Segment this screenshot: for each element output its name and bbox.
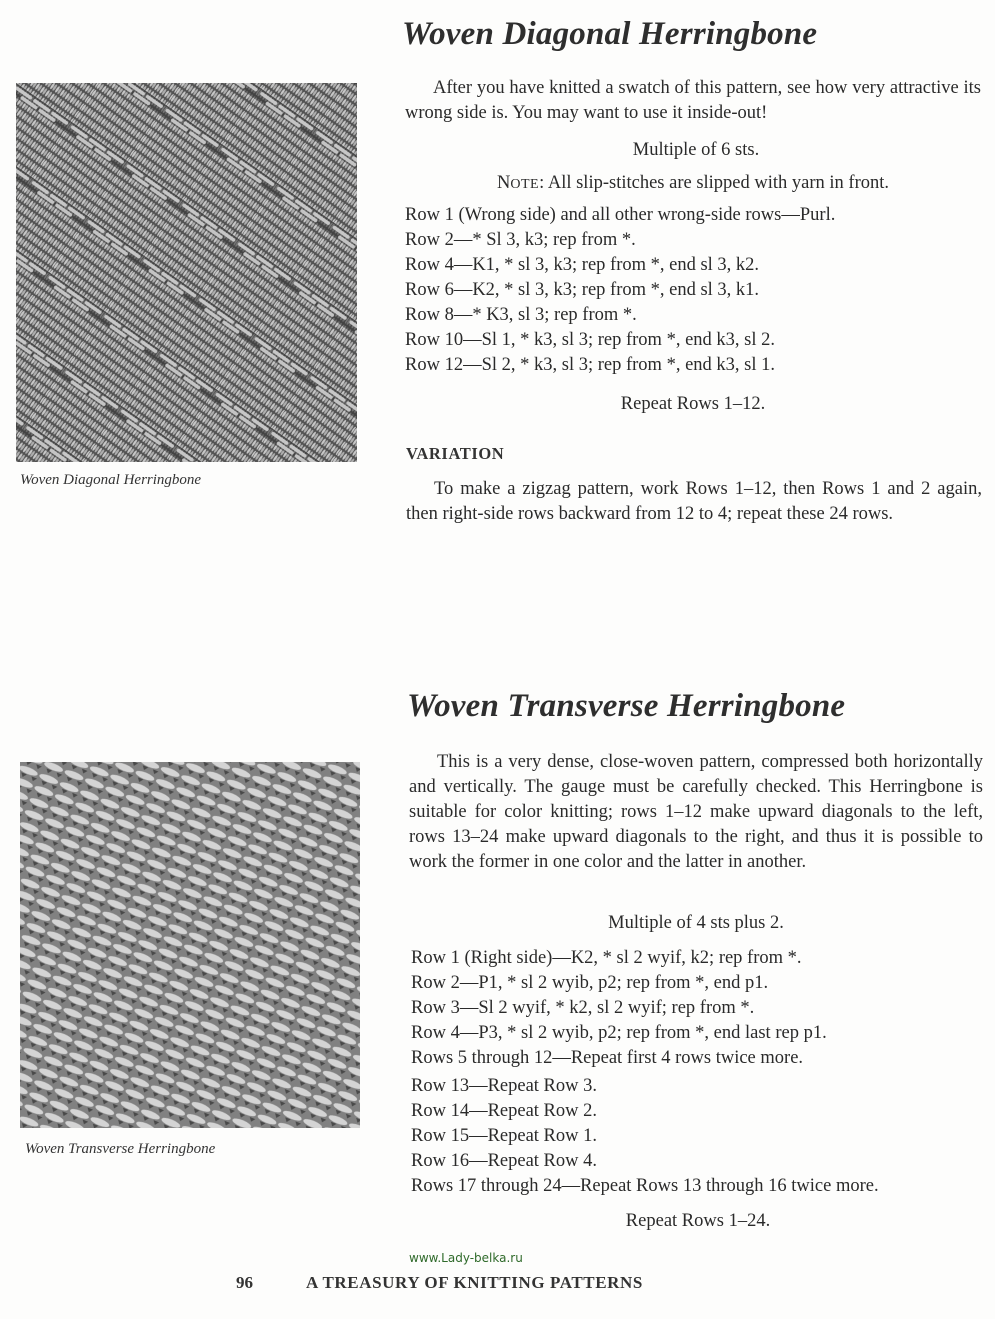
- swatch-photo-transverse-herringbone: [20, 762, 360, 1128]
- running-head-book-title: A TREASURY OF KNITTING PATTERNS: [306, 1273, 643, 1292]
- row-instruction: Row 3—Sl 2 wyif, * k2, sl 2 wyif; rep from *.: [411, 998, 755, 1018]
- variation-heading: VARIATION: [406, 444, 505, 463]
- knit-texture-diagonal: [16, 83, 357, 462]
- pattern-note: [497, 173, 889, 194]
- row-instruction: Row 12—Sl 2, * k3, sl 3; rep from *, end k3, sl 1.: [405, 355, 775, 375]
- row-instruction: Row 1 (Right side)—K2, * sl 2 wyif, k2; rep from *.: [411, 948, 802, 968]
- photo-caption: Woven Diagonal Herringbone: [20, 472, 202, 488]
- row-instructions: [405, 203, 835, 378]
- variation-text: To make a zigzag pattern, work Rows 1–12, then Rows 1 and 2 again, then right-side rows backward from 12 to 4; repeat these 24 rows.: [406, 479, 982, 524]
- watermark-link[interactable]: www.Lady-belka.ru: [409, 1251, 523, 1265]
- row-instruction: Row 4—K1, * sl 3, k3; rep from *, end sl 3, k2.: [405, 255, 760, 275]
- pattern-title: Woven Diagonal Herringbone: [402, 16, 818, 52]
- row-instruction: Row 2—* Sl 3, k3; rep from *.: [405, 230, 636, 250]
- note-label-smallcaps: OTE: [510, 177, 540, 192]
- repeat-instruction: Repeat Rows 1–24.: [625, 1211, 771, 1231]
- row-instruction: Row 10—Sl 1, * k3, sl 3; rep from *, end k3, sl 2.: [405, 330, 775, 350]
- row-instruction: Rows 17 through 24—Repeat Rows 13 through 16 twice more.: [411, 1176, 879, 1196]
- row-instruction: Row 8—* K3, sl 3; rep from *.: [405, 305, 637, 325]
- stitch-multiple: Multiple of 4 sts plus 2.: [608, 913, 784, 933]
- note-text: : All slip-stitches are slipped with yarn in front.: [539, 173, 889, 193]
- row-instruction: Row 15—Repeat Row 1.: [411, 1126, 598, 1146]
- page-number: 96: [236, 1273, 253, 1292]
- pattern-title: Woven Transverse Herringbone: [407, 688, 846, 724]
- row-instruction: Rows 5 through 12—Repeat first 4 rows twice more.: [411, 1048, 804, 1068]
- row-instruction: Row 4—P3, * sl 2 wyib, p2; rep from *, end last rep p1.: [411, 1023, 827, 1043]
- repeat-instruction: Repeat Rows 1–12.: [620, 394, 766, 414]
- row-instruction: Row 16—Repeat Row 4.: [411, 1151, 598, 1171]
- pattern-intro: After you have knitted a swatch of this pattern, see how very attractive its wrong side is. You may want to use it inside-out!: [405, 78, 981, 123]
- photo-caption: Woven Transverse Herringbone: [25, 1141, 216, 1157]
- pattern-intro: This is a very dense, close-woven pattern, compressed both horizontally and vertically. The gauge must be carefully checked. This Herringbone is suitable for color knitting; rows 1–12 make upward diagonals to the left, rows 13–24 make upward diagonals to the right, and thus it is possible to work the former in one color and the latter in another.: [409, 752, 983, 872]
- swatch-photo-diagonal-herringbone: [16, 83, 357, 462]
- row-instruction: Row 13—Repeat Row 3.: [411, 1076, 598, 1096]
- row-instruction: Row 1 (Wrong side) and all other wrong-side rows—Purl.: [405, 205, 836, 225]
- row-instruction: Row 2—P1, * sl 2 wyib, p2; rep from *, end p1.: [411, 973, 769, 993]
- knit-texture-transverse: [20, 762, 360, 1128]
- row-instruction: Row 14—Repeat Row 2.: [411, 1101, 598, 1121]
- note-label-initial: N: [497, 173, 511, 193]
- row-instructions: [411, 946, 879, 1199]
- row-instruction: Row 6—K2, * sl 3, k3; rep from *, end sl 3, k1.: [405, 280, 760, 300]
- stitch-multiple: Multiple of 6 sts.: [632, 140, 760, 160]
